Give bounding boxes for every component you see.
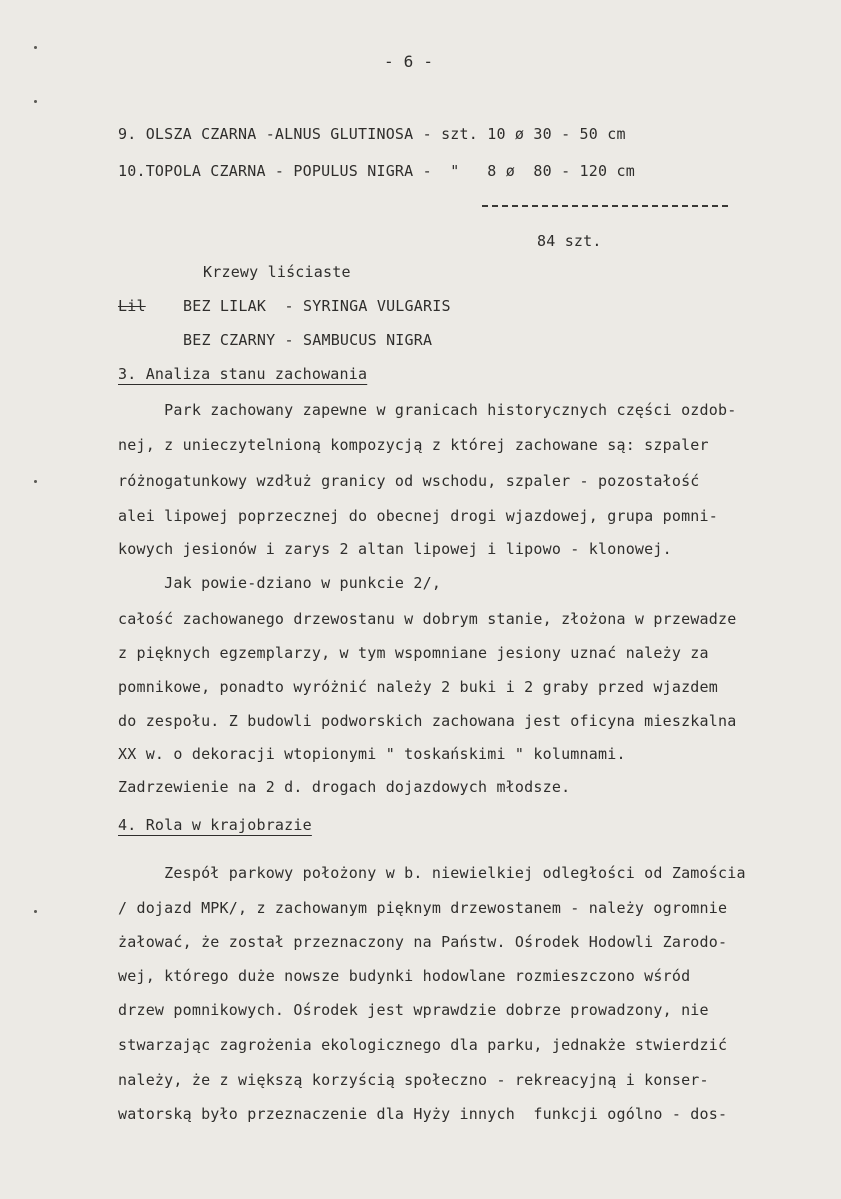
- paragraph-line: nej, z unieczytelnioną kompozycją z której zachowane są: szpaler: [118, 436, 709, 454]
- tree-line-10: 10.TOPOLA CZARNA - POPULUS NIGRA - " 8 ø 80 - 120 cm: [118, 162, 635, 180]
- paragraph-line: wej, którego duże nowsze budynki hodowlane rozmieszczono wśród: [118, 967, 691, 985]
- margin-mark: [34, 910, 37, 913]
- margin-mark: [34, 46, 37, 49]
- paragraph-line: Park zachowany zapewne w granicach historycznych części ozdob-: [118, 401, 737, 419]
- paragraph-line: do zespołu. Z budowli podworskich zachowana jest oficyna mieszkalna: [118, 712, 737, 730]
- page-number: - 6 -: [384, 52, 434, 71]
- tree-line-9: 9. OLSZA CZARNA -ALNUS GLUTINOSA - szt. 10 ø 30 - 50 cm: [118, 125, 626, 143]
- paragraph-line: Zespół parkowy położony w b. niewielkiej odległości od Zamościa: [118, 864, 746, 882]
- paragraph-line: kowych jesionów i zarys 2 altan lipowej i lipowo - klonowej.: [118, 540, 672, 558]
- shrub-item: BEZ CZARNY - SAMBUCUS NIGRA: [183, 331, 433, 349]
- paragraph-line: XX w. o dekoracji wtopionymi " toskańskimi " kolumnami.: [118, 745, 626, 763]
- paragraph-line: Zadrzewienie na 2 d. drogach dojazdowych młodsze.: [118, 778, 571, 796]
- paragraph-line: żałować, że został przeznaczony na Państw. Ośrodek Hodowli Zarodo-: [118, 933, 728, 951]
- shrubs-heading: Krzewy liściaste: [203, 263, 351, 281]
- paragraph-line: pomnikowe, ponadto wyróżnić należy 2 buki i 2 graby przed wjazdem: [118, 678, 718, 696]
- paragraph-line: alei lipowej poprzecznej do obecnej drogi wjazdowej, grupa pomni-: [118, 507, 718, 525]
- struck-text: Lil: [118, 297, 146, 315]
- paragraph-line: watorską było przeznaczenie dla Hyży innych funkcji ogólno - dos-: [118, 1105, 728, 1123]
- sum-divider: [482, 205, 728, 207]
- paragraph-line: z pięknych egzemplarzy, w tym wspomniane jesiony uznać należy za: [118, 644, 709, 662]
- margin-mark: [34, 100, 37, 103]
- paragraph-line: całość zachowanego drzewostanu w dobrym stanie, złożona w przewadze: [118, 610, 737, 628]
- section-4-heading: 4. Rola w krajobrazie: [118, 816, 312, 834]
- margin-mark: [34, 480, 37, 483]
- paragraph-line: Jak powie-dziano w punkcie 2/,: [118, 574, 442, 592]
- total-count: 84 szt.: [537, 232, 602, 250]
- section-3-heading: 3. Analiza stanu zachowania: [118, 365, 368, 383]
- paragraph-line: drzew pomnikowych. Ośrodek jest wprawdzie dobrze prowadzony, nie: [118, 1001, 709, 1019]
- paragraph-line: / dojazd MPK/, z zachowanym pięknym drzewostanem - należy ogromnie: [118, 899, 728, 917]
- paragraph-line: stwarzając zagrożenia ekologicznego dla parku, jednakże stwierdzić: [118, 1036, 728, 1054]
- paragraph-line: różnogatunkowy wzdłuż granicy od wschodu, szpaler - pozostałość: [118, 472, 700, 490]
- shrub-item: BEZ LILAK - SYRINGA VULGARIS: [183, 297, 451, 315]
- paragraph-line: należy, że z większą korzyścią społeczno - rekreacyjną i konser-: [118, 1071, 709, 1089]
